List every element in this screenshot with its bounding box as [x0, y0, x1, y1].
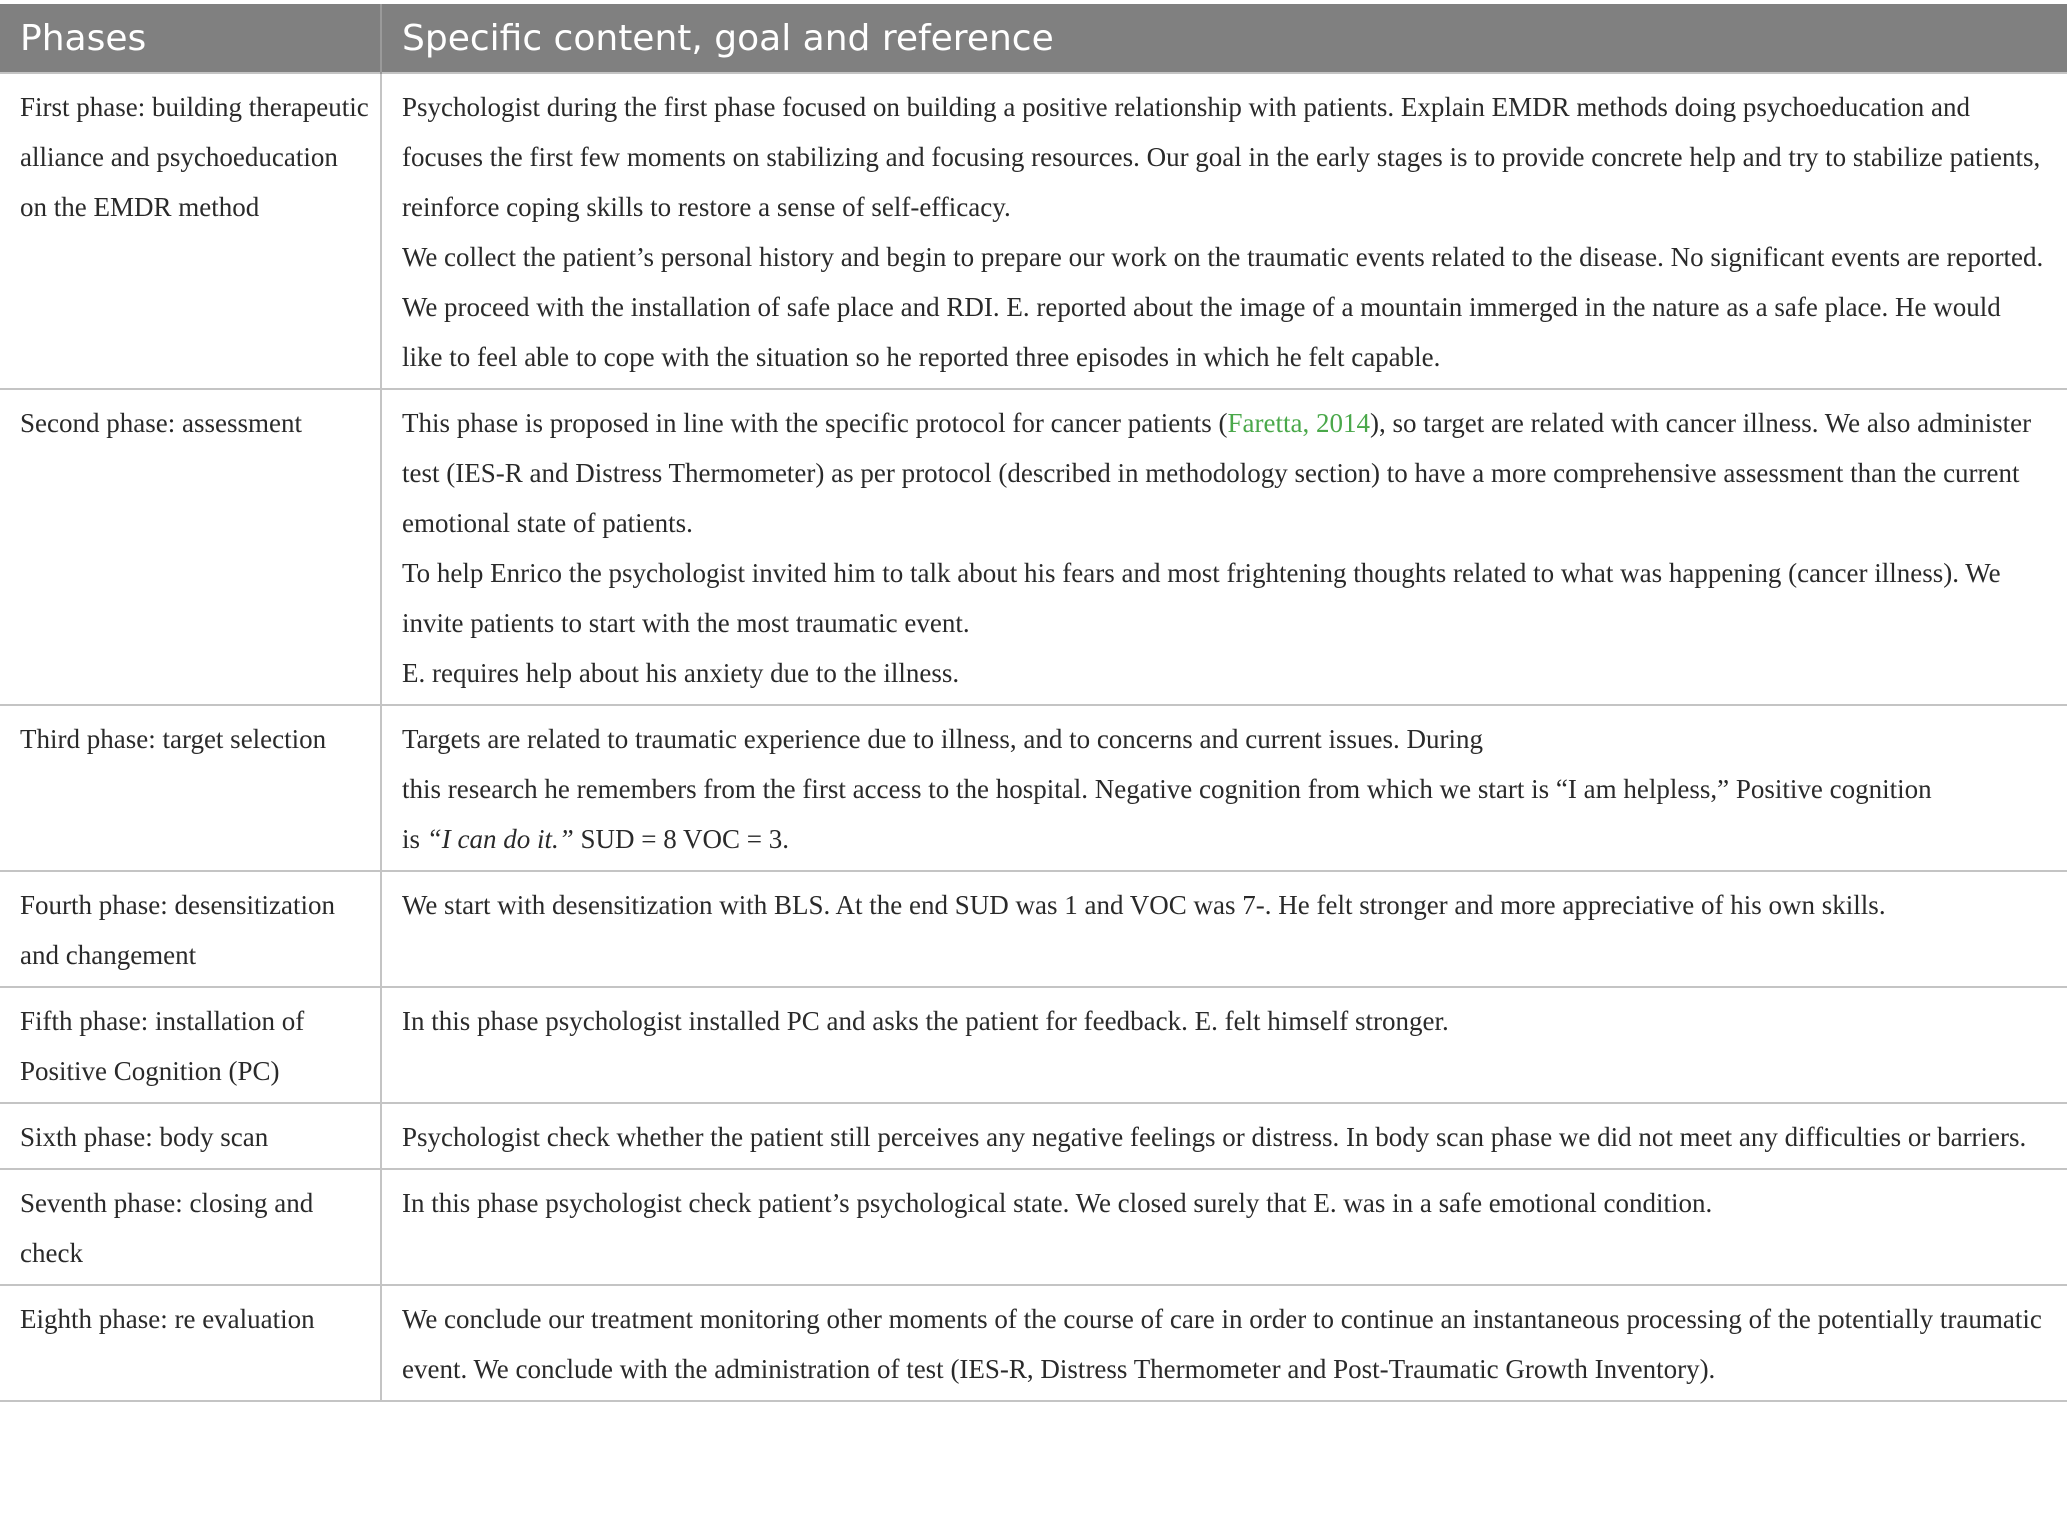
content-paragraph: We proceed with the installation of safe place and RDI. E. reported about the image of a mountain immerged in the nature as a safe place. He would like to feel able to cope with the situation so he reported three episodes in which he felt capable. [402, 292, 2001, 372]
content-cell [381, 1169, 2067, 1285]
phase-label: Fourth phase: desensitization and changement [20, 890, 335, 970]
header-row [0, 4, 2067, 73]
table-row [0, 389, 2067, 705]
phases-table-container [0, 4, 2067, 1402]
content-line: this research he remembers from the first access to the hospital. Negative cognition from which we start is “I am helpless,” Positive cognition [402, 774, 1932, 804]
content-text: This phase is proposed in line with the specific protocol for cancer patients ( [402, 408, 1228, 438]
content-paragraph: We collect the patient’s personal history and begin to prepare our work on the traumatic events related to the disease. No significant events are reported. [402, 242, 2044, 272]
content-cell [381, 1103, 2067, 1169]
table-row [0, 987, 2067, 1103]
header-phases: Phases [0, 4, 381, 73]
phase-cell [0, 871, 381, 987]
table-row [0, 1285, 2067, 1401]
content-text: is [402, 824, 427, 854]
phase-label: Second phase: assessment [20, 408, 302, 438]
table-body [0, 73, 2067, 1401]
content-paragraph: E. requires help about his anxiety due to the illness. [402, 658, 960, 688]
phase-cell [0, 389, 381, 705]
content-paragraph [402, 398, 2047, 548]
content-cell [381, 389, 2067, 705]
content-line [402, 814, 2047, 864]
phase-label: Fifth phase: installation of Positive Cognition (PC) [20, 1006, 305, 1086]
phase-cell [0, 73, 381, 389]
table-row [0, 871, 2067, 987]
content-text: Psychologist check whether the patient still perceives any negative feelings or distress. In body scan phase we did not meet any difficulties or barriers. [402, 1122, 2027, 1152]
table-row [0, 705, 2067, 871]
phase-label: Eighth phase: re evaluation [20, 1304, 315, 1334]
phase-cell [0, 705, 381, 871]
content-cell [381, 871, 2067, 987]
content-paragraph: To help Enrico the psychologist invited him to talk about his fears and most frightening thoughts related to what was happening (cancer illness). We invite patients to start with the most traumatic event. [402, 558, 2001, 638]
table-row [0, 1169, 2067, 1285]
phase-cell [0, 987, 381, 1103]
phase-label: Seventh phase: closing and check [20, 1188, 314, 1268]
table-row [0, 1103, 2067, 1169]
header-content: Specific content, goal and reference [381, 4, 2067, 73]
phase-label: Third phase: target selection [20, 724, 327, 754]
content-paragraph: Psychologist during the first phase focused on building a positive relationship with patients. Explain EMDR methods doing psychoeducation and focuses the first few moments on stabilizing and focusing resources. Our goal in the early stages is to provide concrete help and try to stabilize patients, reinforce coping skills to restore a sense of self-efficacy. [402, 92, 2041, 222]
phase-cell [0, 1103, 381, 1169]
phase-cell [0, 1169, 381, 1285]
content-line: Targets are related to traumatic experience due to illness, and to concerns and current issues. During [402, 724, 1483, 754]
reference-link[interactable]: Faretta, 2014 [1227, 408, 1370, 438]
phase-label: Sixth phase: body scan [20, 1122, 269, 1152]
content-cell [381, 73, 2067, 389]
content-text: In this phase psychologist installed PC and asks the patient for feedback. E. felt himself stronger. [402, 1006, 1449, 1036]
table-header [0, 4, 2067, 73]
content-cell [381, 705, 2067, 871]
content-cell [381, 1285, 2067, 1401]
phase-label: First phase: building therapeutic alliance and psychoeducation on the EMDR method [20, 92, 369, 222]
content-text: In this phase psychologist check patient’s psychological state. We closed surely that E. was in a safe emotional condition. [402, 1188, 1713, 1218]
content-text: We start with desensitization with BLS. At the end SUD was 1 and VOC was 7-. He felt stronger and more appreciative of his own skills. [402, 890, 1886, 920]
phase-cell [0, 1285, 381, 1401]
content-cell [381, 987, 2067, 1103]
table-row [0, 73, 2067, 389]
content-text: SUD = 8 VOC = 3. [573, 824, 790, 854]
content-italic: “I can do it.” [426, 824, 574, 854]
content-text: ), so target are related with cancer illness. We also administer test (IES-R and Distress Thermometer) as per protocol (described in methodology section) to have a more comprehensive assessment than the current emotional state of patients. [402, 408, 2032, 538]
phases-table [0, 4, 2067, 1402]
content-text: We conclude our treatment monitoring other moments of the course of care in order to continue an instantaneous processing of the potentially traumatic event. We conclude with the administration of test (IES-R, Distress Thermometer and Post-Traumatic Growth Inventory). [402, 1304, 2042, 1384]
